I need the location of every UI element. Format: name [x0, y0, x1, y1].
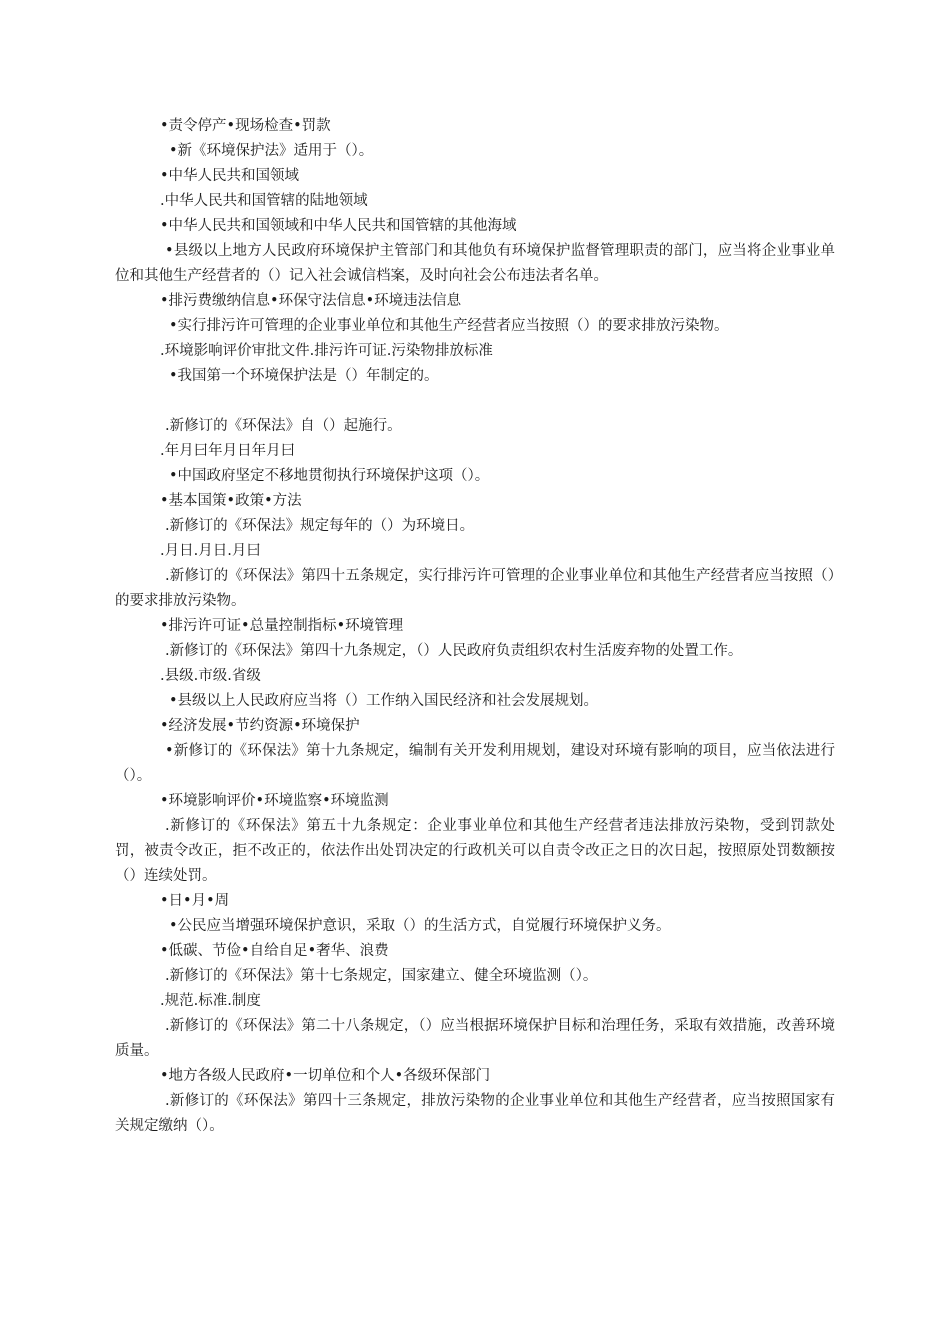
answer-options-line: .规范.标准.制度	[160, 993, 261, 1009]
answer-option-line: •中华人民共和国领域	[160, 168, 300, 184]
answer-options-line: •地方各级人民政府•一切单位和个人•各级环保部门	[160, 1068, 491, 1084]
question-line: •我国第一个环境保护法是（）年制定的。	[169, 368, 439, 384]
question-line: •新《环境保护法》适用于（）。	[169, 143, 374, 159]
answer-option-line: •中华人民共和国领域和中华人民共和国管辖的其他海域	[160, 218, 517, 234]
question-paragraph: .新修订的《环保法》第五十九条规定：企业事业单位和其他生产经营者违法排放污染物，受到罚款处罚，被责令改正，拒不改正的，依法作出处罚决定的行政机关可以自责令改正之日的次日起，按照原处罚数额按（）连续处罚。	[115, 818, 835, 884]
question-paragraph: •县级以上地方人民政府环境保护主管部门和其他负有环境保护监督管理职责的部门，应当将企业事业单位和其他生产经营者的（）记入社会诚信档案，及时向社会公布违法者名单。	[115, 243, 835, 284]
document-body	[115, 114, 835, 1139]
answer-options-line: •环境影响评价•环境监察•环境监测	[160, 793, 389, 809]
answer-options-line: .环境影响评价审批文件.排污许可证.污染物排放标准	[160, 343, 493, 359]
answer-options-line: •日•月•周	[160, 893, 230, 909]
answer-options-line: •低碳、节俭•自给自足•奢华、浪费	[160, 943, 389, 959]
answer-options-line: •经济发展•节约资源•环境保护	[160, 718, 360, 734]
answer-options-line: .年月曰年月日年月曰	[160, 443, 296, 459]
question-line: •公民应当增强环境保护意识，采取（）的生活方式，自觉履行环境保护义务。	[169, 918, 671, 934]
question-line: .新修订的《环保法》第四十九条规定，（）人民政府负责组织农村生活废弃物的处置工作。	[165, 643, 743, 659]
question-paragraph: .新修订的《环保法》第四十五条规定，实行排污许可管理的企业事业单位和其他生产经营者应当按照（）的要求排放污染物。	[115, 568, 835, 609]
question-line: .新修订的《环保法》第十七条规定，国家建立、健全环境监测（）。	[165, 968, 598, 984]
answer-options-line: .月日.月日.月曰	[160, 543, 261, 559]
answer-options-line: •基本国策•政策•方法	[160, 493, 302, 509]
question-line: •实行排污许可管理的企业事业单位和其他生产经营者应当按照（）的要求排放污染物。	[169, 318, 729, 334]
question-line: .新修订的《环保法》自（）起施行。	[165, 418, 402, 434]
question-paragraph: •新修订的《环保法》第十九条规定，编制有关开发利用规划，建设对环境有影响的项目，应当依法进行（）。	[115, 743, 835, 784]
answer-options-line: •排污许可证•总量控制指标•环境管理	[160, 618, 404, 634]
question-paragraph: .新修订的《环保法》第四十三条规定，排放污染物的企业事业单位和其他生产经营者，应当按照国家有关规定缴纳（）。	[115, 1093, 835, 1134]
answer-option-line: .中华人民共和国管辖的陆地领域	[160, 193, 368, 209]
question-line: •中国政府坚定不移地贯彻执行环境保护这项（）。	[169, 468, 490, 484]
question-line: •县级以上人民政府应当将（）工作纳入国民经济和社会发展规划。	[169, 693, 599, 709]
question-paragraph: .新修订的《环保法》第二十八条规定，（）应当根据环境保护目标和治理任务，采取有效措施，改善环境质量。	[115, 1018, 835, 1059]
answer-options-line: .县级.市级.省级	[160, 668, 261, 684]
question-line: .新修订的《环保法》规定每年的（）为环境日。	[165, 518, 475, 534]
blank-line	[115, 389, 835, 414]
answer-options-line: •排污费缴纳信息•环保守法信息•环境违法信息	[160, 293, 462, 309]
answer-options-line: •责令停产•现场检查•罚款	[160, 118, 331, 134]
